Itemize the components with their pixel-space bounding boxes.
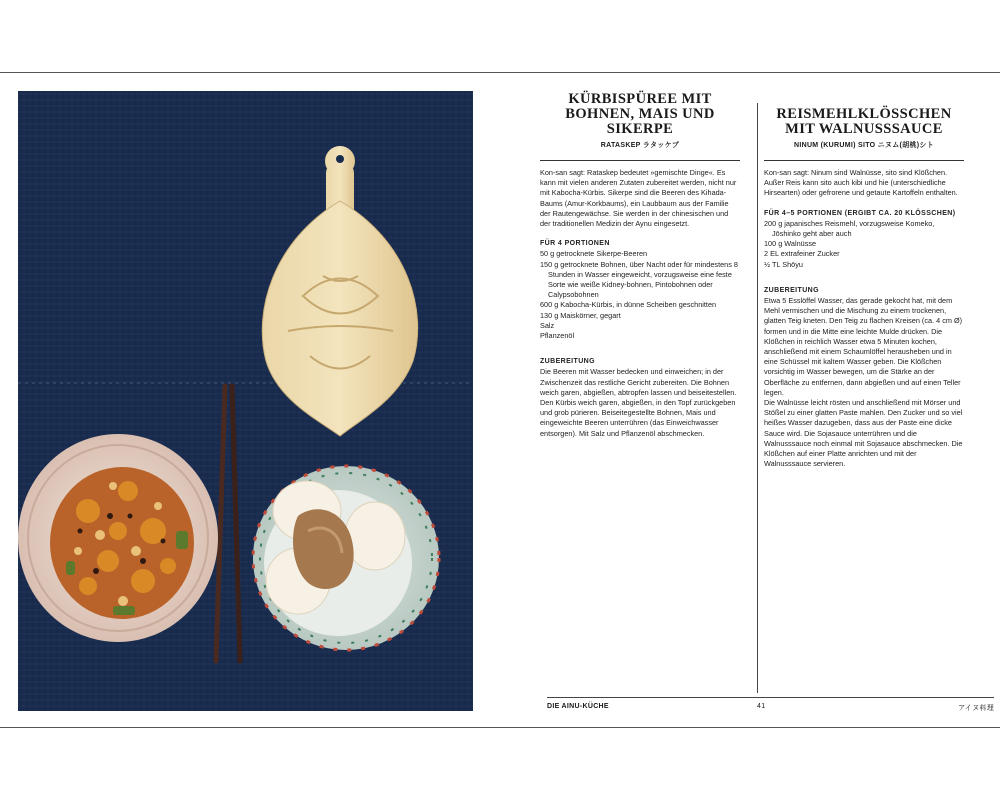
dumpling-bowl-icon [253, 466, 439, 650]
recipe1-ingredients [540, 249, 740, 341]
column-divider [757, 103, 758, 693]
recipe2-rule [764, 160, 964, 161]
recipe2-prep-2: Die Walnüsse leicht rösten und anschließend mit Mörser und Stößel zu einer glatten Paste mahlen. Den Zucker und so viel heißes Wasser dazugeben, dass aus der Paste eine dicke Sauce wird. Die Sojasauce unterrühren und die Walnusssauce noch einmal mit Sojasauce abschmecken. Die Klößchen auf einer Platte anrichten und mit der Walnusssauce servieren. [764, 398, 963, 469]
ingredient-item: 100 g Walnüsse [764, 239, 817, 249]
pumpkin-bowl-icon [18, 434, 218, 642]
ingredient-item: Pflanzenöl [540, 331, 575, 341]
ingredient-item: 130 g Maiskörner, gegart [540, 310, 621, 320]
page-footer [547, 703, 994, 715]
recipe1-subtitle: RATASKEP ラタッケプ [600, 142, 680, 149]
recipe1-portions: FÜR 4 PORTIONEN [540, 240, 610, 248]
recipe-rataskep [540, 91, 740, 439]
recipe2-subtitle: NINUM (KURUMI) SITO ニヌム(胡桃)シト [793, 142, 934, 149]
recipe2-title: REISMEHLKLÖSSCHEN MIT WALNUSSSAUCE [776, 106, 952, 137]
recipe1-prep-heading: ZUBEREITUNG [540, 358, 595, 366]
page-number: 41 [757, 703, 766, 710]
recipe2-ingredients [764, 219, 964, 270]
recipe1-title: KÜRBISPÜREE MIT BOHNEN, MAIS UND SIKERPE [565, 91, 715, 137]
food-photo [18, 91, 473, 711]
ingredient-item: 150 g getrocknete Bohnen, über Nacht oder für mindestens 8 Stunden in Wasser eingeweicht, vorzugsweise eine feste Sorte wie weiße Kidney-bohnen, Pintobohnen oder Calypsobohnen [540, 259, 738, 300]
ingredient-item: 2 EL extrafeiner Zucker [764, 249, 840, 259]
food-illustration [18, 91, 473, 711]
recipe1-intro: Kon-san sagt: Rataskep bedeutet »gemischte Dinge«. Es kann mit vielen anderen Zutaten zubereitet werden, nicht nur mit Kabocha-Kürbis. Sikerpe sind die Beeren des Kihada-Baums (Amur-Korkbaums), ein Laubbaum aus der Familie der Rautengewächse. Sie werden in der chinesischen und der traditionellen Medizin der Aynu eingesetzt. [540, 168, 737, 229]
book-spread [0, 72, 1000, 728]
recipe2-portions: FÜR 4–5 PORTIONEN (ERGIBT CA. 20 KLÖSSCHEN) [764, 209, 956, 217]
recipe-ninum-sito [764, 103, 964, 469]
recipe2-intro: Kon-san sagt: Ninum sind Walnüsse, sito sind Klößchen. Außer Reis kann sito auch kibi und hie (unterschiedliche Hirsearten) oder gefrorene und getaute Kartoffeln enthalten. [764, 168, 958, 198]
ingredient-item: ½ TL Shōyu [764, 259, 803, 269]
recipe2-prep-heading: ZUBEREITUNG [764, 286, 819, 294]
recipe1-rule [540, 160, 740, 161]
ingredient-item: 50 g getrocknete Sikerpe-Beeren [540, 249, 648, 259]
ingredient-item: 600 g Kabocha-Kürbis, in dünne Scheiben geschnitten [540, 300, 717, 310]
recipe1-prep: Die Beeren mit Wasser bedecken und einweichen; in der Zwischenzeit das restliche Gericht zubereiten. Die Bohnen weich garen, abgießen, abtropfen lassen und beiseitestellen. Den Kürbis weich garen, abgießen, in den Topf zurückgeben und grob pürieren. Beiseitegestellte Bohnen, Mais und eingeweichte Beeren unterrühren (das Einweichwasser entsorgen). Mit Salz und Pflanzenöl abschmecken. [540, 367, 737, 438]
recipe2-prep-1: Etwa 5 Esslöffel Wasser, das gerade gekocht hat, mit dem Mehl vermischen und die Mischung zu einem trockenen, glatten Teig kneten. Den Teig zu flachen Kreisen (ca. 4 cm Ø) formen und in die Mitte eine leichte Mulde drücken. Die Klößchen in reichlich Wasser etwa 5 Minuten kochen, anschließend mit einem Schaumlöffel herausheben und in eine Schüssel mit kaltem Wasser geben. Die Klößchen vorsichtig im Wasser bewegen, um die Stärke an der Oberfläche zu entfernen, dann abgießen und auf einen Teller legen. [764, 296, 963, 397]
footer-section-title: DIE AINU-KÜCHE [547, 703, 609, 710]
ingredient-item: 200 g japanisches Reismehl, vorzugsweise Komeko, Jōshinko geht aber auch [764, 218, 935, 239]
footer-japanese-title: アイヌ料理 [958, 705, 994, 712]
footer-rule [547, 697, 994, 698]
recipe-page [540, 73, 1000, 727]
ingredient-item: Salz [540, 320, 555, 330]
